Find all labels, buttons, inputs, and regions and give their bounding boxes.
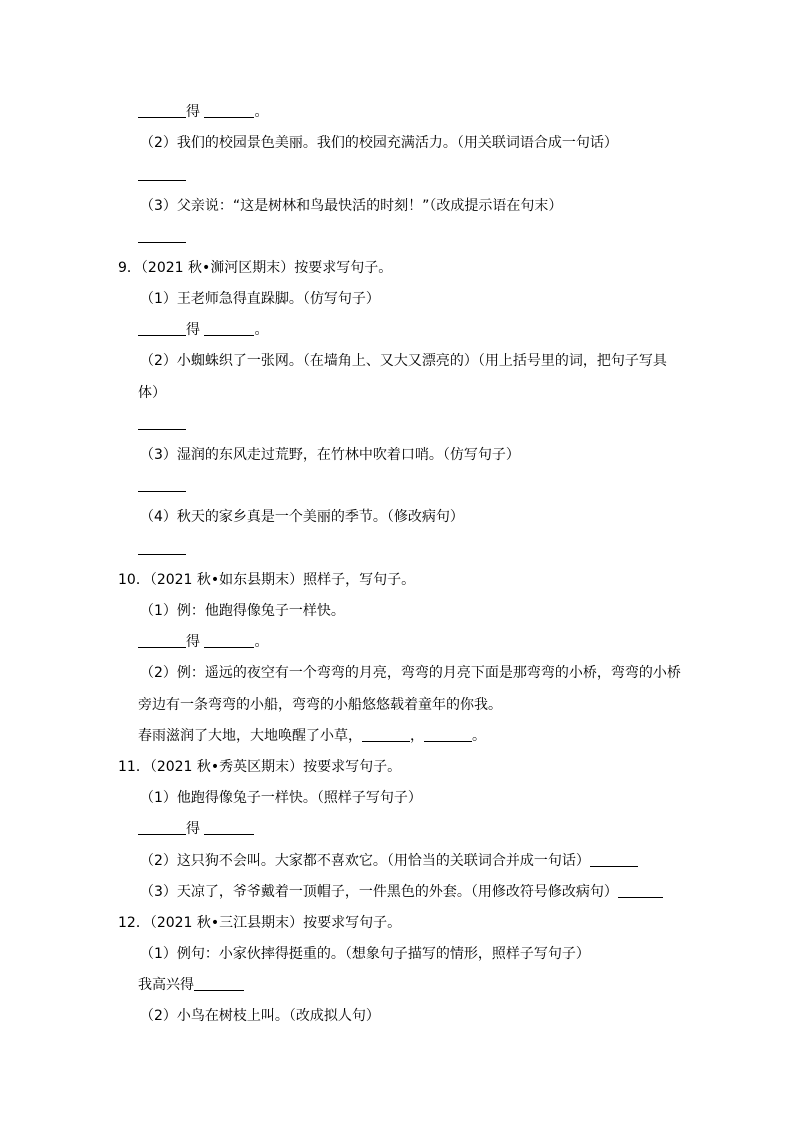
question-12-title: 12．（2021 秋•三江县期末）按要求写句子。 (118, 915, 402, 931)
answer-blank[interactable] (138, 477, 186, 492)
answer-blank[interactable] (204, 103, 254, 118)
fill-line-1 (138, 103, 268, 121)
period: 。 (472, 728, 486, 744)
answer-blank[interactable] (424, 727, 472, 742)
question-text: （4）秋天的家乡真是一个美丽的季节。（修改病句） (140, 509, 464, 525)
answer-blank[interactable] (138, 820, 186, 835)
answer-blank[interactable] (138, 540, 186, 555)
text: （3）天凉了，爷爷戴着一顶帽子，一件黑色的外套。（用修改符号修改病句） (140, 884, 618, 900)
period: 。 (254, 104, 269, 120)
answer-blank[interactable] (618, 883, 663, 898)
fill-line-8 (138, 976, 244, 994)
answer-line (138, 540, 186, 558)
text: 我高兴得 (138, 977, 194, 993)
answer-line (138, 415, 186, 433)
fill-line-4 (138, 727, 486, 745)
fill-line-7 (140, 883, 663, 901)
answer-blank[interactable] (138, 103, 186, 118)
question-text: （2）小鸟在树枝上叫。（改成拟人句） (140, 1008, 380, 1024)
fill-line-5 (138, 820, 254, 838)
text: 得 (186, 634, 200, 650)
answer-blank[interactable] (590, 852, 638, 867)
answer-blank[interactable] (204, 820, 254, 835)
answer-blank[interactable] (362, 727, 410, 742)
question-11-title: 11．（2021 秋•秀英区期末）按要求写句子。 (118, 759, 402, 775)
answer-blank[interactable] (138, 321, 186, 336)
question-text: 体） (138, 385, 166, 401)
answer-line (138, 166, 186, 184)
answer-line (138, 228, 186, 246)
answer-blank[interactable] (194, 976, 244, 991)
question-text: （2）我们的校园景色美丽。我们的校园充满活力。（用关联词语合成一句话） (140, 135, 618, 151)
text: 春雨滋润了大地，大地唤醒了小草， (138, 728, 362, 744)
answer-blank[interactable] (138, 228, 186, 243)
fill-line-3 (138, 633, 268, 651)
answer-line (138, 477, 186, 495)
question-text: （3）父亲说：“这是树林和鸟最快活的时刻！”（改成提示语在句末） (140, 198, 563, 214)
question-text: （3）湿润的东风走过荒野，在竹林中吹着口哨。（仿写句子） (140, 447, 520, 463)
question-10-title: 10．（2021 秋•如东县期末）照样子，写句子。 (118, 572, 416, 588)
period: 。 (254, 634, 269, 650)
question-text: （1）例：他跑得像兔子一样快。 (140, 603, 345, 619)
question-text: （1）王老师急得直跺脚。（仿写句子） (140, 291, 380, 307)
fill-line-2 (138, 321, 268, 339)
text: 得 (186, 104, 200, 120)
answer-blank[interactable] (138, 633, 186, 648)
question-9-title: 9．（2021 秋•浉河区期末）按要求写句子。 (118, 260, 393, 276)
question-text: （2）例：遥远的夜空有一个弯弯的月亮，弯弯的月亮下面是那弯弯的小桥，弯弯的小桥 (140, 665, 681, 681)
question-text: 旁边有一条弯弯的小船，弯弯的小船悠悠载着童年的你我。 (138, 697, 502, 713)
comma: ， (410, 728, 424, 744)
answer-blank[interactable] (204, 321, 254, 336)
answer-blank[interactable] (138, 415, 186, 430)
fill-line-6 (140, 852, 638, 870)
question-text: （2）小蜘蛛织了一张网。（在墙角上、又大又漂亮的）（用上括号里的词，把句子写具 (140, 353, 667, 369)
text: 得 (186, 322, 200, 338)
question-text: （1）例句：小家伙摔得挺重的。（想象句子描写的情形，照样子写句子） (140, 946, 590, 962)
period: 。 (254, 322, 269, 338)
text: （2）这只狗不会叫。大家都不喜欢它。（用恰当的关联词合并成一句话） (140, 853, 590, 869)
question-text: （1）他跑得像兔子一样快。（照样子写句子） (140, 790, 422, 806)
text: 得 (186, 821, 200, 837)
answer-blank[interactable] (138, 166, 186, 181)
answer-blank[interactable] (204, 633, 254, 648)
